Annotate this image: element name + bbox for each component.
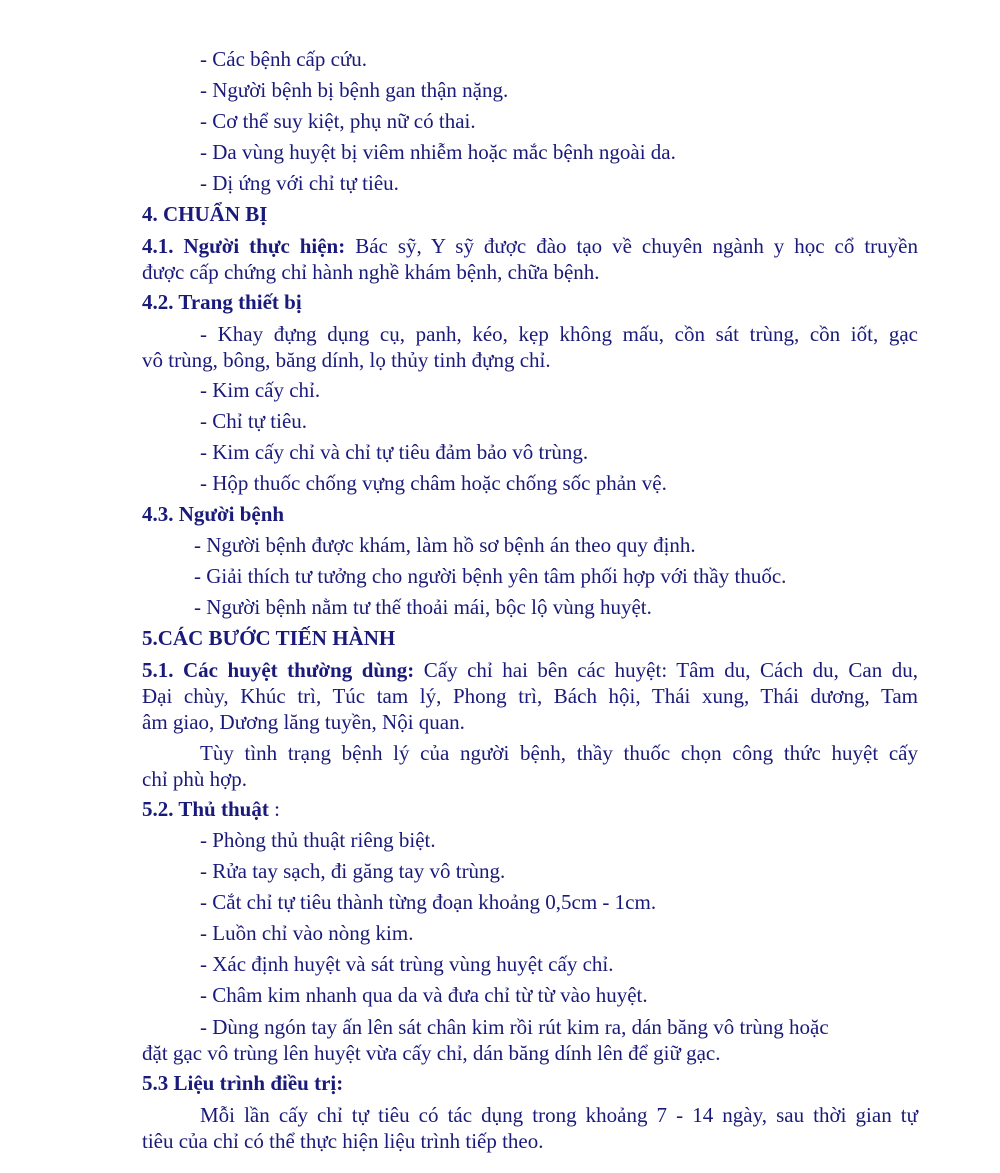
paragraph-5-1	[142, 654, 918, 737]
paragraph-text: vô trùng, bông, băng dính, lọ thủy tinh đựng chỉ.	[142, 348, 551, 372]
list-item: - Người bệnh bị bệnh gan thận nặng.	[200, 78, 509, 102]
paragraph-5-2-last	[142, 1011, 918, 1068]
list-item: - Châm kim nhanh qua da và đưa chỉ từ từ vào huyệt.	[200, 983, 648, 1007]
document-page	[142, 44, 918, 1156]
paragraph-text: Cấy chỉ hai bên các huyệt: Tâm du, Cách du, Can du,	[414, 658, 918, 682]
section-heading-5: 5.CÁC BƯỚC TIẾN HÀNH	[142, 626, 396, 650]
section-label-colon: :	[268, 797, 280, 821]
list-item: - Người bệnh được khám, làm hồ sơ bệnh án theo quy định.	[194, 533, 696, 557]
paragraph-text: đặt gạc vô trùng lên huyệt vừa cấy chỉ, dán băng dính lên để giữ gạc.	[142, 1041, 721, 1065]
list-item: - Người bệnh nằm tư thế thoải mái, bộc lộ vùng huyệt.	[194, 595, 652, 619]
list-item: - Dị ứng với chỉ tự tiêu.	[200, 171, 399, 195]
list-item: - Kim cấy chỉ và chỉ tự tiêu đảm bảo vô trùng.	[200, 440, 589, 464]
list-item: - Cơ thể suy kiệt, phụ nữ có thai.	[200, 109, 476, 133]
paragraph-text: Đại chùy, Khúc trì, Túc tam lý, Phong trì, Bách hội, Thái xung, Thái dương, Tam	[142, 684, 918, 708]
list-item: - Chỉ tự tiêu.	[200, 409, 308, 433]
paragraph-5-3	[142, 1099, 918, 1156]
paragraph-text: Mỗi lần cấy chỉ tự tiêu có tác dụng trong khoảng 7 - 14 ngày, sau thời gian tự	[200, 1103, 918, 1127]
paragraph-text: chỉ phù hợp.	[142, 767, 248, 791]
paragraph-text: - Khay đựng dụng cụ, panh, kéo, kẹp không mấu, cồn sát trùng, cồn iốt, gạc	[200, 322, 918, 346]
paragraph-text: - Dùng ngón tay ấn lên sát chân kim rồi rút kim ra, dán băng vô trùng hoặc	[200, 1015, 829, 1039]
paragraph-text: được cấp chứng chỉ hành nghề khám bệnh, chữa bệnh.	[142, 260, 600, 284]
list-item: - Phòng thủ thuật riêng biệt.	[200, 828, 436, 852]
paragraph-5-1-note	[142, 737, 918, 794]
paragraph-text: Bác sỹ, Y sỹ được đào tạo về chuyên ngành y học cổ truyền	[345, 234, 918, 258]
paragraph-4-2	[142, 318, 918, 375]
section-label-5-2: 5.2. Thủ thuật	[142, 797, 269, 821]
paragraph-text: âm giao, Dương lăng tuyền, Nội quan.	[142, 710, 465, 734]
section-heading-4: 4. CHUẨN BỊ	[142, 202, 268, 226]
section-heading-4-2: 4.2. Trang thiết bị	[142, 290, 302, 314]
list-item: - Xác định huyệt và sát trùng vùng huyệt cấy chỉ.	[200, 952, 614, 976]
section-label-5-1: 5.1. Các huyệt thường dùng:	[142, 658, 415, 682]
list-item: - Giải thích tư tưởng cho người bệnh yên tâm phối hợp với thầy thuốc.	[194, 564, 787, 588]
section-heading-5-2	[142, 794, 918, 825]
list-item: - Hộp thuốc chống vựng châm hoặc chống sốc phản vệ.	[200, 471, 667, 495]
section-heading-5-3: 5.3 Liệu trình điều trị:	[142, 1071, 344, 1095]
list-item: - Kim cấy chỉ.	[200, 378, 321, 402]
paragraph-text: Tùy tình trạng bệnh lý của người bệnh, thầy thuốc chọn công thức huyệt cấy	[200, 741, 918, 765]
paragraph-text: tiêu của chỉ có thể thực hiện liệu trình tiếp theo.	[142, 1129, 544, 1153]
list-item: - Luồn chỉ vào nòng kim.	[200, 921, 414, 945]
section-heading-4-3: 4.3. Người bệnh	[142, 502, 285, 526]
list-item: - Rửa tay sạch, đi găng tay vô trùng.	[200, 859, 506, 883]
section-label-4-1: 4.1. Người thực hiện:	[142, 234, 346, 258]
paragraph-4-1	[142, 230, 918, 287]
list-item: - Các bệnh cấp cứu.	[200, 47, 368, 71]
list-item: - Da vùng huyệt bị viêm nhiễm hoặc mắc bệnh ngoài da.	[200, 140, 676, 164]
list-item: - Cắt chỉ tự tiêu thành từng đoạn khoảng 0,5cm - 1cm.	[200, 890, 657, 914]
